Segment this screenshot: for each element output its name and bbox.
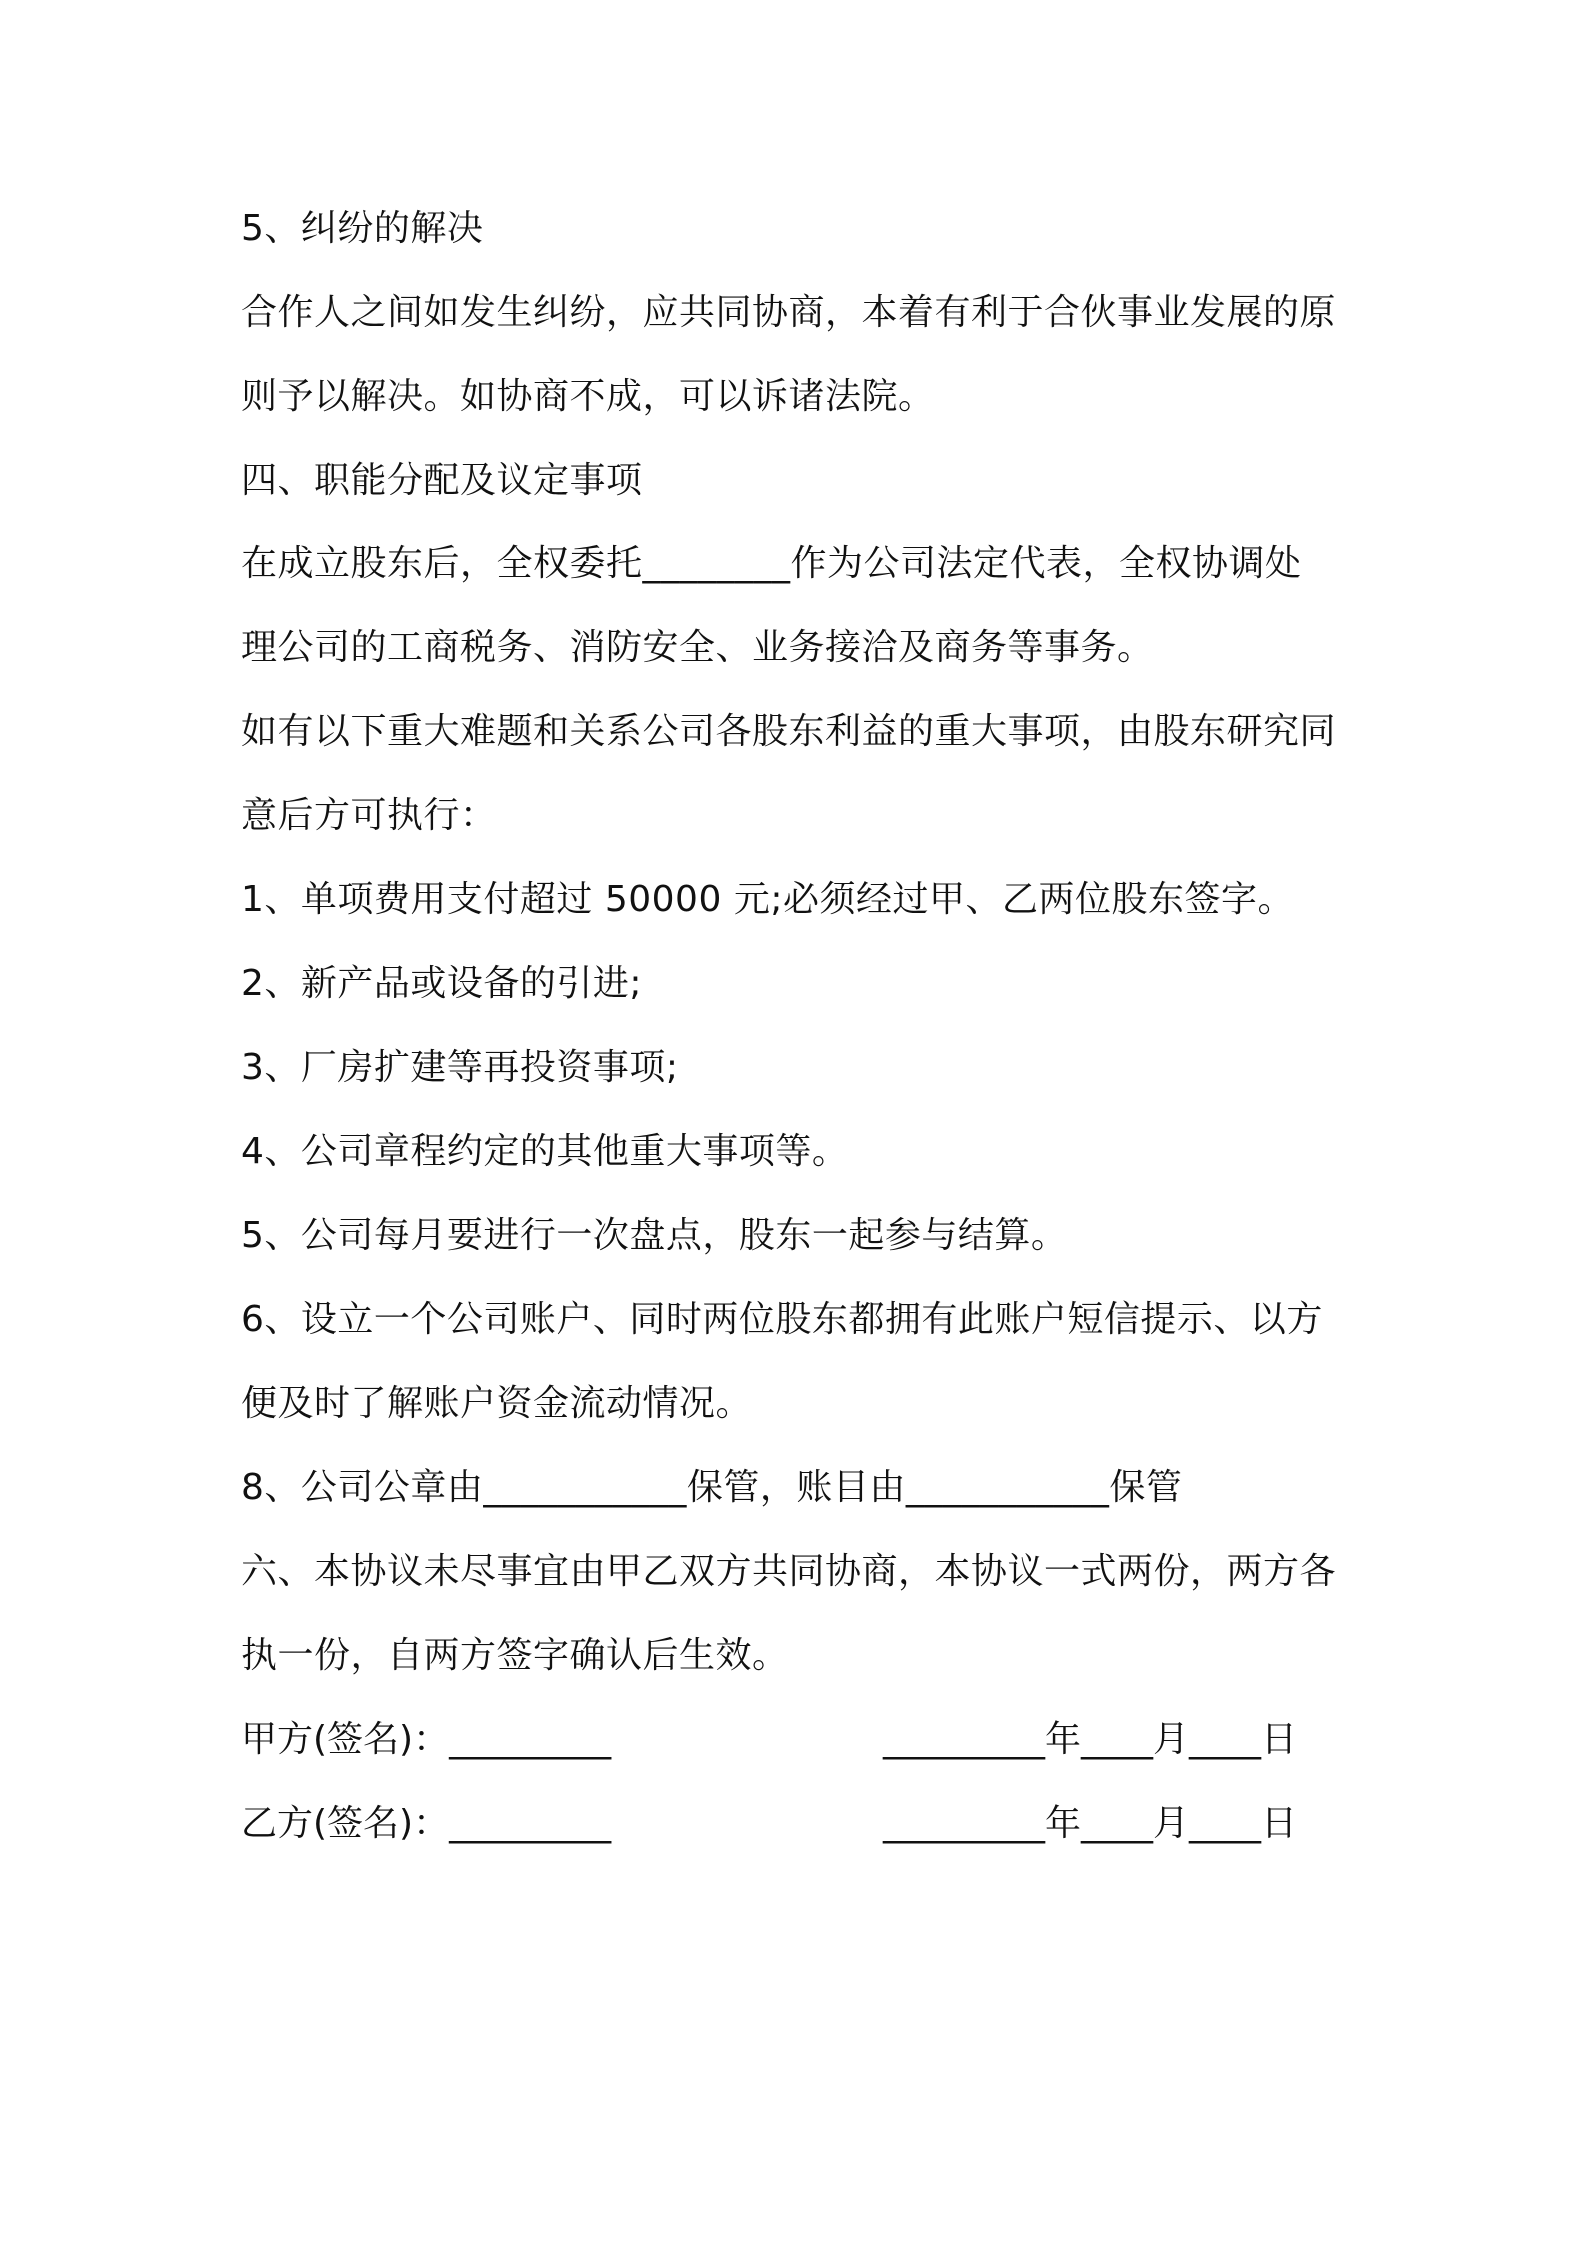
section-heading-dispute-resolution: 5、纠纷的解决 — [241, 208, 484, 249]
paragraph-line: 理公司的工商税务、消防安全、业务接洽及商务等事务。 — [241, 627, 1154, 668]
paragraph-line: 合作人之间如发生纠纷，应共同协商，本着有利于合伙事业发展的原 — [241, 292, 1337, 333]
paragraph-line: 在成立股东后，全权委托________作为公司法定代表，全权协调处 — [241, 543, 1302, 584]
list-item: 1、单项费用支付超过 50000 元;必须经过甲、乙两位股东签字。 — [241, 879, 1294, 920]
list-item: 4、公司章程约定的其他重大事项等。 — [241, 1131, 849, 1172]
paragraph-line: 意后方可执行： — [241, 795, 497, 836]
signature-row-party-a — [241, 1716, 1361, 1764]
list-item: 2、新产品或设备的引进; — [241, 963, 643, 1004]
paragraph-line: 便及时了解账户资金流动情况。 — [241, 1383, 753, 1424]
list-item: 6、设立一个公司账户、同时两位股东都拥有此账户短信提示、以方 — [241, 1299, 1323, 1340]
party-a-date: _________年____月____日 — [883, 1719, 1297, 1760]
list-item: 3、厂房扩建等再投资事项; — [241, 1047, 679, 1088]
paragraph-line: 执一份，自两方签字确认后生效。 — [241, 1635, 789, 1676]
list-item: 8、公司公章由___________保管，账目由___________保管 — [241, 1467, 1183, 1508]
paragraph-line: 如有以下重大难题和关系公司各股东利益的重大事项，由股东研究同 — [241, 711, 1337, 752]
signature-row-party-b — [241, 1800, 1361, 1848]
list-item: 5、公司每月要进行一次盘点，股东一起参与结算。 — [241, 1215, 1068, 1256]
section-heading-functions: 四、职能分配及议定事项 — [241, 460, 643, 501]
party-a-signature: 甲方(签名)：_________ — [241, 1719, 612, 1760]
paragraph-line: 六、本协议未尽事宜由甲乙双方共同协商，本协议一式两份，两方各 — [241, 1551, 1337, 1592]
party-b-signature: 乙方(签名)：_________ — [241, 1803, 612, 1844]
party-b-date: _________年____月____日 — [883, 1803, 1297, 1844]
paragraph-line: 则予以解决。如协商不成，可以诉诸法院。 — [241, 376, 935, 417]
